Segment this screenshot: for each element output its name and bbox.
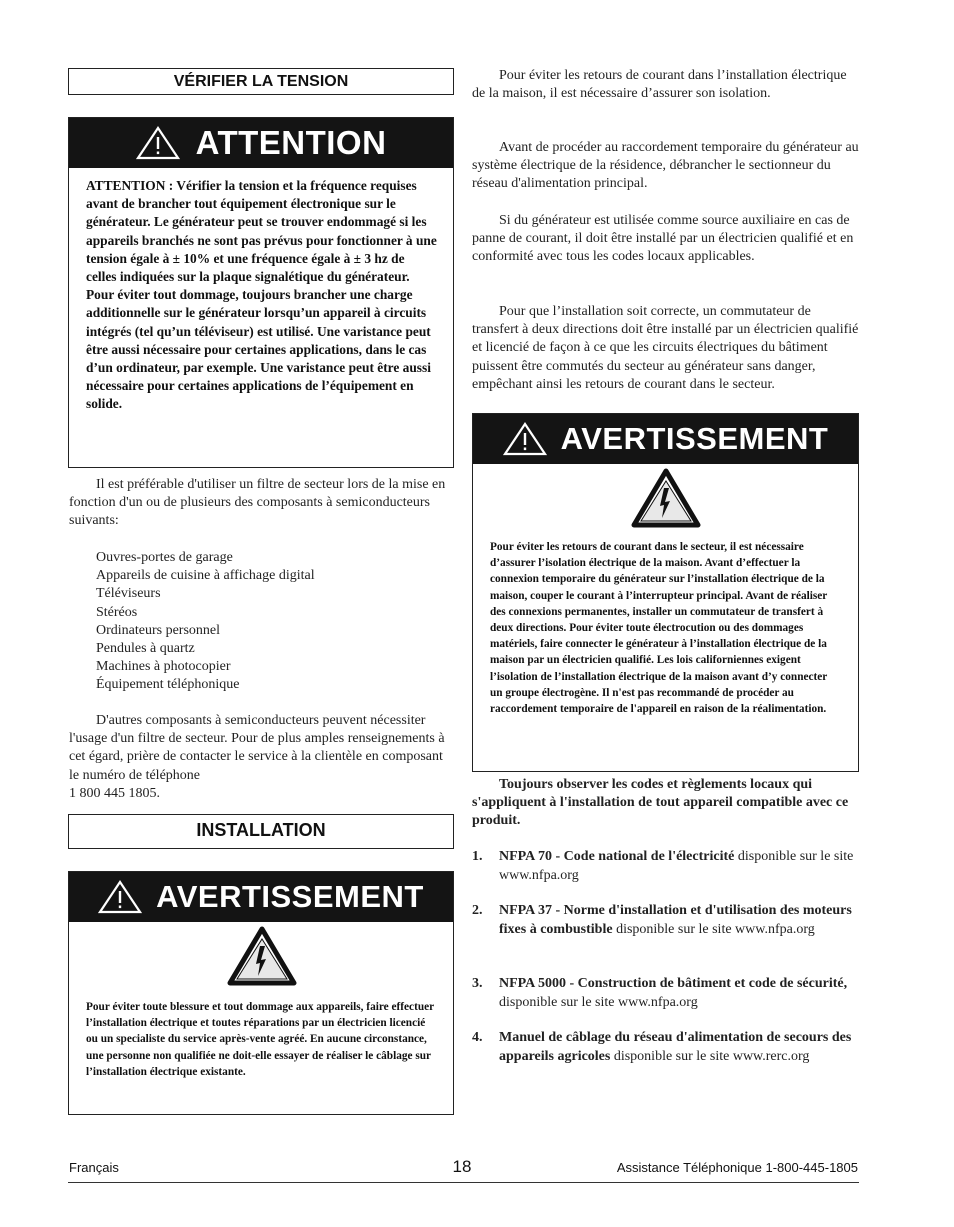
paragraph-raccordement: Avant de procéder au raccordement temporaire du générateur au système électrique de la résidence, débrancher le sectionneur du réseau d'alimentation principal.	[472, 140, 859, 192]
reference-item	[472, 848, 860, 885]
electric-shock-icon	[631, 468, 701, 528]
electric-shock-icon	[227, 926, 297, 986]
list-item: Appareils de cuisine à affichage digital	[96, 568, 315, 584]
other-components-paragraph: D'autres composants à semiconducteurs peuvent nécessiter l'usage d'un filtre de secteur. Pour de plus amples renseignements à cet égard, prière de contacter le service à la clientèle en composant le numéro de téléphone	[69, 713, 445, 783]
reference-number: 1.	[472, 849, 483, 864]
list-item: Ordinateurs personnel	[96, 622, 221, 638]
page-number: 18	[452, 1157, 472, 1176]
reference-number: 2.	[472, 903, 483, 918]
reference-text: NFPA 37 - Norme d'installation et d'utilisation des moteurs fixes à combustible disponible sur le site www.nfpa.org	[499, 903, 852, 937]
reference-item	[472, 1029, 860, 1066]
warning-title: AVERTISSEMENT	[560, 421, 829, 456]
footer-language: Français	[69, 1160, 119, 1175]
warning-title-bar	[473, 414, 858, 464]
warning-triangle-icon	[136, 126, 180, 160]
paragraph-commutateur: Pour que l’installation soit correcte, un commutateur de transfert à deux directions doit être installé par un électricien qualifié et licencié de façon à ce que les circuits électriques du bâtiment puissent être commutés du secteur au générateur sans danger, empêchant ainsi les retours de courant dans le secteur.	[472, 304, 859, 392]
list-item: Stéréos	[96, 604, 138, 620]
filter-paragraph: Il est préférable d'utiliser un filtre de secteur lors de la mise en fonction d'un ou de plusieurs des composants à semiconducteurs suivants:	[69, 477, 446, 529]
codes-intro: Toujours observer les codes et règlements locaux qui s'appliquent à l'installation de tout appareil compatible avec ce produit.	[472, 777, 849, 829]
attention-title-bar	[69, 118, 453, 168]
list-item: Machines à photocopier	[96, 659, 231, 675]
warning-title: AVERTISSEMENT	[156, 879, 424, 914]
list-item: Téléviseurs	[96, 586, 161, 602]
attention-text: ATTENTION : Vérifier la tension et la fréquence requises avant de brancher tout équipement électronique sur le générateur. Le générateur peut se trouver endommagé si les appareils branchés ne sont pas prévus pour fonctionner à une tension égale à ± 10% et une fréquence égale à ± 3 hz de celles indiquées sur la plaque signalétique du générateur. Pour éviter tout dommage, toujours brancher une charge additionnelle sur le générateur lorsqu’un appareil à circuits intégrés (tel qu’un téléviseur) est utilisé. Une varistance peut être aussi nécessaire pour certaines applications, dans le cas d’un ordinateur, par exemple. Une varistance peut être aussi nécessaire pour certaines applications de l’équipement en solide.	[86, 178, 437, 412]
footer-support-phone: Assistance Téléphonique 1-800-445-1805	[616, 1160, 858, 1175]
warning-title-bar	[69, 872, 453, 922]
paragraph-isolation: Pour éviter les retours de courant dans l’installation électrique de la maison, il est nécessaire d’assurer son isolation.	[472, 68, 847, 102]
attention-title: ATTENTION	[195, 124, 387, 161]
list-item: Pendules à quartz	[96, 641, 195, 657]
footer-rule	[68, 1182, 859, 1183]
reference-item	[472, 902, 860, 939]
warning-triangle-icon	[98, 880, 142, 914]
warning-box-retours-courant	[472, 413, 859, 772]
attention-box	[68, 117, 454, 468]
reference-number: 4.	[472, 1030, 483, 1045]
section-heading-verifier-tension: VÉRIFIER LA TENSION	[68, 68, 454, 95]
warning-text-retours-courant: Pour éviter les retours de courant dans le secteur, il est nécessaire d’assurer l’isolation électrique de la maison. Avant d’effectuer la connexion temporaire du générateur sur l’installation électrique de la maison, couper le courant à l’interrupteur principal. Avant de réaliser des connexions permanentes, installer un commutateur de transfert à deux directions. Pour éviter toute électrocution ou des dommages matériels, faire connecter le générateur à l’installation électrique de la maison par un électricien qualifié. Les lois californiennes exigent l’isolation de l’installation électrique de la maison avant d’y connecter un groupe électrogène. Il n'est pas recommandé de procéder au raccordement temporaire de l'appareil en raison de la réalimentation.	[490, 541, 828, 716]
warning-text-installation: Pour éviter toute blessure et tout dommage aux appareils, faire effectuer l’installation électrique et toutes réparations par un électricien licencié ou un specialiste du service après-vente agréé. En aucune circonstance, une personne non qualifiée ne doit-elle essayer de réaliser le câblage sur l’installation électrique existante.	[86, 1001, 434, 1078]
device-list	[96, 549, 454, 695]
reference-text: Manuel de câblage du réseau d'alimentation de secours des appareils agricoles disponible sur le site www.rerc.org	[499, 1030, 852, 1064]
section-heading-installation: INSTALLATION	[68, 814, 454, 849]
warning-box-installation	[68, 871, 454, 1115]
reference-item	[472, 975, 860, 1012]
phone-number: 1 800 445 1805.	[69, 786, 160, 801]
reference-text: NFPA 70 - Code national de l'électricité disponible sur le site www.nfpa.org	[499, 849, 854, 883]
reference-number: 3.	[472, 976, 483, 991]
paragraph-source-auxiliaire: Si du générateur est utilisée comme source auxiliaire en cas de panne de courant, il doit être installé par un électricien qualifié et en conformité avec tous les codes locaux applicables.	[472, 213, 854, 265]
list-item: Équipement téléphonique	[96, 677, 240, 693]
warning-triangle-icon	[503, 422, 547, 456]
list-item: Ouvres-portes de garage	[96, 550, 233, 565]
reference-text: NFPA 5000 - Construction de bâtiment et code de sécurité, disponible sur le site www.nfpa.org	[499, 976, 848, 1010]
